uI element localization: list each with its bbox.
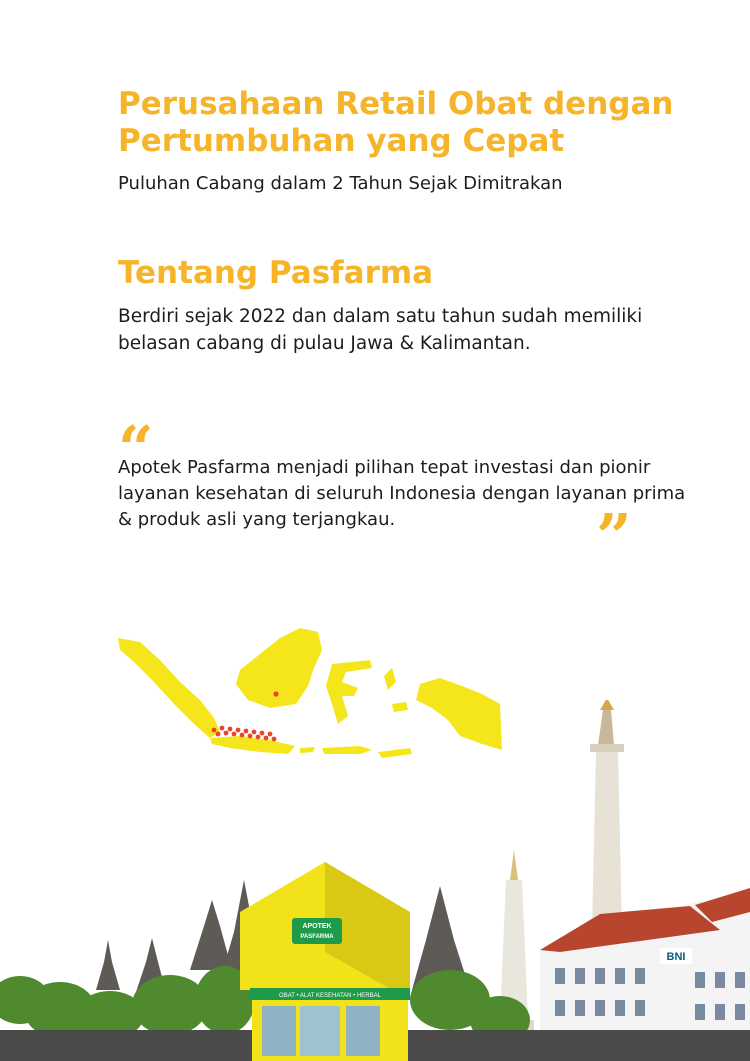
pasfarma-store <box>240 862 410 1061</box>
store-banner: OBAT • ALAT KESEHATAN • HERBAL <box>279 993 381 999</box>
page-title: Perusahaan Retail Obat dengan Pertumbuhan yang Cepat <box>118 86 674 159</box>
landmark-scene <box>0 700 750 1061</box>
close-quote-icon: ” <box>596 500 626 573</box>
store-brand-bottom: PASFARMA <box>300 934 334 940</box>
bank-sign: BNI <box>666 951 686 963</box>
about-text: Berdiri sejak 2022 dan dalam satu tahun sudah memiliki belasan cabang di pulau Jawa & Kalimantan. <box>118 306 643 354</box>
page-subtitle: Puluhan Cabang dalam 2 Tahun Sejak Dimitrakan <box>118 173 563 194</box>
quote-text: Apotek Pasfarma menjadi pilihan tepat investasi dan pionir layanan kesehatan di seluruh Indonesia dengan layanan prima & produk asli yang terjangkau. <box>118 457 686 530</box>
about-title: Tentang Pasfarma <box>118 255 434 291</box>
store-brand-top: APOTEK <box>302 923 332 930</box>
monas-monument <box>590 700 624 930</box>
open-quote-icon: “ <box>118 412 148 485</box>
